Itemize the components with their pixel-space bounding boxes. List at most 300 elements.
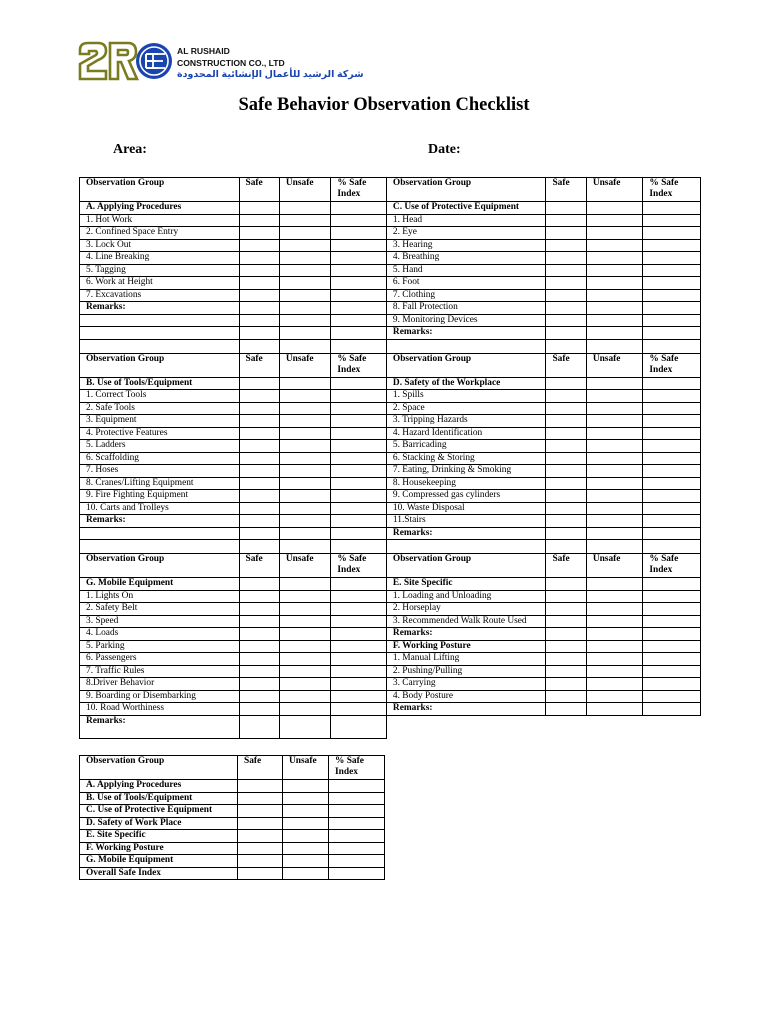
checklist-item-label: 5. Tagging <box>80 264 240 277</box>
summary-unsafe-cell[interactable] <box>283 855 329 868</box>
unsafe-count-cell[interactable] <box>279 640 330 653</box>
safe-count-cell[interactable] <box>239 615 279 628</box>
safe-index-cell[interactable] <box>643 264 701 277</box>
unsafe-count-cell[interactable] <box>279 440 330 453</box>
safe-index-cell[interactable] <box>643 214 701 227</box>
checklist-item-label: 4. Protective Features <box>80 427 240 440</box>
safe-count-cell[interactable] <box>546 202 586 215</box>
safe-count-cell[interactable] <box>546 302 586 315</box>
table-row <box>80 502 701 515</box>
safe-index-cell[interactable] <box>643 440 701 453</box>
unsafe-count-cell[interactable] <box>279 302 330 315</box>
unsafe-count-cell[interactable] <box>586 628 643 641</box>
safe-index-cell[interactable] <box>331 502 387 515</box>
safe-count-cell[interactable] <box>239 665 279 678</box>
checklist-item-label: 10. Waste Disposal <box>386 502 546 515</box>
unsafe-count-cell[interactable] <box>279 703 330 716</box>
safe-count-cell[interactable] <box>546 327 586 340</box>
section-title-B: B. Use of Tools/Equipment <box>80 377 240 390</box>
summary-safe-cell[interactable] <box>238 817 283 830</box>
summary-unsafe-cell[interactable] <box>283 792 329 805</box>
safe-count-cell[interactable] <box>239 390 279 403</box>
date-label: Date: <box>428 142 461 157</box>
safe-index-cell[interactable] <box>643 665 701 678</box>
checklist-item-label: 11.Stairs <box>386 515 546 528</box>
checklist-item-label: 1. Lights On <box>80 590 240 603</box>
safe-index-cell[interactable] <box>331 264 387 277</box>
safe-count-cell[interactable] <box>546 390 586 403</box>
safe-count-cell[interactable] <box>239 578 279 591</box>
safe-count-cell[interactable] <box>546 678 586 691</box>
safe-index-cell[interactable] <box>643 690 701 703</box>
summary-index-cell[interactable] <box>329 792 385 805</box>
header-safe: Safe <box>239 178 279 202</box>
summary-index-cell[interactable] <box>329 817 385 830</box>
unsafe-count-cell[interactable] <box>586 690 643 703</box>
unsafe-count-cell[interactable] <box>586 314 643 327</box>
safe-count-cell[interactable] <box>546 640 586 653</box>
safe-count-cell[interactable] <box>546 590 586 603</box>
unsafe-count-cell[interactable] <box>586 264 643 277</box>
company-name <box>177 45 364 81</box>
checklist-item-label: 3. Carrying <box>386 678 546 691</box>
safe-index-cell[interactable] <box>331 327 387 340</box>
remarks-label: Remarks: <box>80 515 240 528</box>
unsafe-count-cell[interactable] <box>586 377 643 390</box>
safe-count-cell[interactable] <box>546 427 586 440</box>
safe-index-cell[interactable] <box>643 289 701 302</box>
summary-row <box>80 855 385 868</box>
unsafe-count-cell[interactable] <box>586 640 643 653</box>
safe-count-cell[interactable] <box>546 227 586 240</box>
safe-index-cell[interactable] <box>643 515 701 528</box>
unsafe-count-cell[interactable] <box>279 615 330 628</box>
unsafe-count-cell[interactable] <box>586 440 643 453</box>
checklist-item-label: 5. Parking <box>80 640 240 653</box>
unsafe-count-cell[interactable] <box>279 678 330 691</box>
safe-count-cell[interactable] <box>546 665 586 678</box>
safe-count-cell[interactable] <box>546 415 586 428</box>
checklist-item-label: 6. Passengers <box>80 653 240 666</box>
unsafe-count-cell[interactable] <box>586 227 643 240</box>
safe-count-cell[interactable] <box>546 703 586 716</box>
checklist-item-label: 2. Safety Belt <box>80 603 240 616</box>
unsafe-count-cell[interactable] <box>586 615 643 628</box>
safe-count-cell[interactable] <box>239 477 279 490</box>
safe-index-cell[interactable] <box>643 578 701 591</box>
header-observation-group: Observation Group <box>386 178 546 202</box>
summary-row-label: C. Use of Protective Equipment <box>80 805 238 818</box>
safe-count-cell[interactable] <box>239 264 279 277</box>
summary-index-cell[interactable] <box>329 830 385 843</box>
summary-unsafe-cell[interactable] <box>283 867 329 880</box>
unsafe-count-cell[interactable] <box>586 578 643 591</box>
safe-count-cell[interactable] <box>239 690 279 703</box>
unsafe-count-cell[interactable] <box>279 578 330 591</box>
checklist-item-label: 6. Scaffolding <box>80 452 240 465</box>
unsafe-count-cell[interactable] <box>586 302 643 315</box>
unsafe-count-cell[interactable] <box>586 665 643 678</box>
safe-count-cell[interactable] <box>239 628 279 641</box>
safe-index-cell[interactable] <box>643 427 701 440</box>
safe-count-cell[interactable] <box>546 502 586 515</box>
safe-index-cell[interactable] <box>331 377 387 390</box>
unsafe-count-cell[interactable] <box>279 515 330 528</box>
safe-index-cell[interactable] <box>643 202 701 215</box>
safe-index-cell[interactable] <box>331 440 387 453</box>
safe-count-cell[interactable] <box>546 452 586 465</box>
unsafe-count-cell[interactable] <box>586 202 643 215</box>
safe-index-cell[interactable] <box>331 252 387 265</box>
unsafe-count-cell[interactable] <box>586 390 643 403</box>
safe-index-cell[interactable] <box>331 239 387 252</box>
unsafe-count-cell[interactable] <box>279 502 330 515</box>
safe-count-cell[interactable] <box>546 615 586 628</box>
safe-count-cell[interactable] <box>239 327 279 340</box>
summary-row-label: D. Safety of Work Place <box>80 817 238 830</box>
empty-cell <box>546 715 586 738</box>
safe-index-cell[interactable] <box>643 415 701 428</box>
safe-index-cell[interactable] <box>331 202 387 215</box>
header-unsafe: Unsafe <box>586 353 643 377</box>
unsafe-count-cell[interactable] <box>279 690 330 703</box>
checklist-item-label: 2. Safe Tools <box>80 402 240 415</box>
safe-index-cell[interactable] <box>643 390 701 403</box>
summary-index-cell[interactable] <box>329 780 385 793</box>
safe-count-cell[interactable] <box>546 440 586 453</box>
safe-count-cell[interactable] <box>239 440 279 453</box>
safe-count-cell[interactable] <box>239 277 279 290</box>
summary-unsafe-cell[interactable] <box>283 817 329 830</box>
safe-count-cell[interactable] <box>239 653 279 666</box>
unsafe-count-cell[interactable] <box>279 452 330 465</box>
safe-count-cell[interactable] <box>239 239 279 252</box>
summary-unsafe-cell[interactable] <box>283 830 329 843</box>
checklist-item-label: 3. Recommended Walk Route Used <box>386 615 546 628</box>
unsafe-count-cell[interactable] <box>586 590 643 603</box>
summary-row-label: G. Mobile Equipment <box>80 855 238 868</box>
summary-unsafe-cell[interactable] <box>283 842 329 855</box>
safe-count-cell[interactable] <box>239 527 279 540</box>
safe-count-cell[interactable] <box>239 603 279 616</box>
unsafe-count-cell[interactable] <box>586 477 643 490</box>
unsafe-count-cell[interactable] <box>279 252 330 265</box>
safe-index-cell[interactable] <box>331 703 387 716</box>
safe-count-cell[interactable] <box>239 452 279 465</box>
unsafe-count-cell[interactable] <box>586 327 643 340</box>
header-observation-group: Observation Group <box>80 756 238 780</box>
unsafe-count-cell[interactable] <box>279 390 330 403</box>
table-row <box>80 640 701 653</box>
safe-count-cell[interactable] <box>239 640 279 653</box>
safe-index-cell[interactable] <box>643 527 701 540</box>
summary-safe-cell[interactable] <box>238 830 283 843</box>
summary-header-row <box>80 756 385 780</box>
summary-safe-cell[interactable] <box>238 842 283 855</box>
safe-count-cell[interactable] <box>239 678 279 691</box>
safe-count-cell[interactable] <box>239 214 279 227</box>
company-name-line2: CONSTRUCTION CO., LTD <box>177 58 285 68</box>
unsafe-count-cell[interactable] <box>586 527 643 540</box>
spacer-cell <box>239 339 279 353</box>
section-spacer-row <box>80 339 701 353</box>
safe-count-cell[interactable] <box>546 628 586 641</box>
safe-count-cell[interactable] <box>546 527 586 540</box>
unsafe-count-cell[interactable] <box>279 653 330 666</box>
unsafe-count-cell[interactable] <box>279 277 330 290</box>
section-title-G: G. Mobile Equipment <box>80 578 240 591</box>
summary-index-cell[interactable] <box>329 855 385 868</box>
safe-count-cell[interactable] <box>239 715 279 738</box>
safe-count-cell[interactable] <box>239 289 279 302</box>
safe-index-cell[interactable] <box>331 277 387 290</box>
summary-unsafe-cell[interactable] <box>283 805 329 818</box>
unsafe-count-cell[interactable] <box>586 452 643 465</box>
safe-count-cell[interactable] <box>546 490 586 503</box>
safe-index-cell[interactable] <box>643 452 701 465</box>
safe-index-cell[interactable] <box>643 653 701 666</box>
safe-count-cell[interactable] <box>239 252 279 265</box>
header-observation-group: Observation Group <box>80 353 240 377</box>
unsafe-count-cell[interactable] <box>279 402 330 415</box>
summary-safe-cell[interactable] <box>238 780 283 793</box>
safe-index-cell[interactable] <box>331 214 387 227</box>
table-row <box>80 302 701 315</box>
safe-index-cell[interactable] <box>643 314 701 327</box>
unsafe-count-cell[interactable] <box>279 264 330 277</box>
safe-index-cell[interactable] <box>643 703 701 716</box>
safe-count-cell[interactable] <box>546 465 586 478</box>
unsafe-count-cell[interactable] <box>279 289 330 302</box>
table-row <box>80 465 701 478</box>
unsafe-count-cell[interactable] <box>586 515 643 528</box>
unsafe-count-cell[interactable] <box>279 590 330 603</box>
safe-count-cell[interactable] <box>239 314 279 327</box>
summary-row-label: A. Applying Procedures <box>80 780 238 793</box>
safe-index-cell[interactable] <box>643 239 701 252</box>
unsafe-count-cell[interactable] <box>586 415 643 428</box>
unsafe-count-cell[interactable] <box>586 502 643 515</box>
summary-index-cell[interactable] <box>329 867 385 880</box>
unsafe-count-cell[interactable] <box>586 289 643 302</box>
remarks-label: Remarks: <box>386 327 546 340</box>
safe-index-cell[interactable] <box>643 227 701 240</box>
section-spacer-row <box>80 540 701 554</box>
safe-count-cell[interactable] <box>546 690 586 703</box>
safe-count-cell[interactable] <box>546 214 586 227</box>
checklist-item-label: 9. Fire Fighting Equipment <box>80 490 240 503</box>
unsafe-count-cell[interactable] <box>279 465 330 478</box>
safe-index-cell[interactable] <box>643 252 701 265</box>
safe-count-cell[interactable] <box>239 703 279 716</box>
safe-index-cell[interactable] <box>643 327 701 340</box>
safe-index-cell[interactable] <box>643 402 701 415</box>
unsafe-count-cell[interactable] <box>586 252 643 265</box>
summary-safe-cell[interactable] <box>238 867 283 880</box>
safe-index-cell[interactable] <box>331 578 387 591</box>
safe-index-cell[interactable] <box>331 603 387 616</box>
safe-count-cell[interactable] <box>546 277 586 290</box>
table-row <box>80 327 701 340</box>
unsafe-count-cell[interactable] <box>279 202 330 215</box>
safe-index-cell[interactable] <box>331 615 387 628</box>
spacer-cell <box>279 540 330 554</box>
summary-index-cell[interactable] <box>329 805 385 818</box>
unsafe-count-cell[interactable] <box>279 239 330 252</box>
safe-index-cell[interactable] <box>643 490 701 503</box>
summary-index-cell[interactable] <box>329 842 385 855</box>
safe-index-cell[interactable] <box>643 465 701 478</box>
safe-index-cell[interactable] <box>331 465 387 478</box>
unsafe-count-cell[interactable] <box>279 377 330 390</box>
summary-row <box>80 780 385 793</box>
unsafe-count-cell[interactable] <box>586 490 643 503</box>
safe-index-cell[interactable] <box>331 302 387 315</box>
safe-count-cell[interactable] <box>546 252 586 265</box>
safe-index-cell[interactable] <box>331 515 387 528</box>
safe-index-cell[interactable] <box>331 314 387 327</box>
table-row <box>80 264 701 277</box>
safe-count-cell[interactable] <box>546 402 586 415</box>
unsafe-count-cell[interactable] <box>586 465 643 478</box>
safe-count-cell[interactable] <box>239 202 279 215</box>
summary-safe-cell[interactable] <box>238 855 283 868</box>
header-safe-index: % Safe Index <box>643 178 701 202</box>
safe-index-cell[interactable] <box>331 402 387 415</box>
unsafe-count-cell[interactable] <box>586 703 643 716</box>
unsafe-count-cell[interactable] <box>586 214 643 227</box>
checklist-item-label: 1. Correct Tools <box>80 390 240 403</box>
unsafe-count-cell[interactable] <box>279 628 330 641</box>
header-unsafe: Unsafe <box>586 178 643 202</box>
safe-count-cell[interactable] <box>546 653 586 666</box>
checklist-item-label: 4. Breathing <box>386 252 546 265</box>
safe-index-cell[interactable] <box>331 715 387 738</box>
safe-index-cell[interactable] <box>331 452 387 465</box>
safe-count-cell[interactable] <box>239 415 279 428</box>
safe-index-cell[interactable] <box>331 640 387 653</box>
summary-row <box>80 842 385 855</box>
unsafe-count-cell[interactable] <box>279 477 330 490</box>
safe-index-cell[interactable] <box>331 390 387 403</box>
safe-index-cell[interactable] <box>643 502 701 515</box>
safe-index-cell[interactable] <box>331 628 387 641</box>
safe-count-cell[interactable] <box>239 302 279 315</box>
table-row <box>80 227 701 240</box>
unsafe-count-cell[interactable] <box>279 527 330 540</box>
safe-count-cell[interactable] <box>546 264 586 277</box>
safe-index-cell[interactable] <box>331 653 387 666</box>
safe-count-cell[interactable] <box>239 402 279 415</box>
safe-index-cell[interactable] <box>643 628 701 641</box>
safe-index-cell[interactable] <box>331 427 387 440</box>
safe-count-cell[interactable] <box>239 590 279 603</box>
checklist-item-label: 7. Clothing <box>386 289 546 302</box>
header-safe-index: % Safe Index <box>331 554 387 578</box>
safe-count-cell[interactable] <box>239 427 279 440</box>
summary-safe-cell[interactable] <box>238 792 283 805</box>
safe-index-cell[interactable] <box>331 289 387 302</box>
safe-count-cell[interactable] <box>546 477 586 490</box>
header-observation-group: Observation Group <box>80 178 240 202</box>
summary-unsafe-cell[interactable] <box>283 780 329 793</box>
safe-count-cell[interactable] <box>546 578 586 591</box>
safe-count-cell[interactable] <box>239 515 279 528</box>
safe-index-cell[interactable] <box>331 690 387 703</box>
safe-index-cell[interactable] <box>643 603 701 616</box>
safe-index-cell[interactable] <box>643 277 701 290</box>
unsafe-count-cell[interactable] <box>586 402 643 415</box>
unsafe-count-cell[interactable] <box>586 653 643 666</box>
safe-count-cell[interactable] <box>546 314 586 327</box>
safe-index-cell[interactable] <box>331 590 387 603</box>
safe-index-cell[interactable] <box>643 302 701 315</box>
safe-count-cell[interactable] <box>546 239 586 252</box>
checklist-item-label: 8.Driver Behavior <box>80 678 240 691</box>
unsafe-count-cell[interactable] <box>279 603 330 616</box>
header-observation-group: Observation Group <box>386 554 546 578</box>
safe-count-cell[interactable] <box>239 502 279 515</box>
unsafe-count-cell[interactable] <box>279 427 330 440</box>
safe-count-cell[interactable] <box>239 490 279 503</box>
unsafe-count-cell[interactable] <box>279 415 330 428</box>
checklist-item-label: 2. Space <box>386 402 546 415</box>
unsafe-count-cell[interactable] <box>279 490 330 503</box>
safe-count-cell[interactable] <box>239 227 279 240</box>
safe-count-cell[interactable] <box>546 289 586 302</box>
safe-count-cell[interactable] <box>239 465 279 478</box>
safe-count-cell[interactable] <box>239 377 279 390</box>
safe-index-cell[interactable] <box>331 678 387 691</box>
safe-index-cell[interactable] <box>643 477 701 490</box>
checklist-item-label: 3. Hearing <box>386 239 546 252</box>
safe-index-cell[interactable] <box>643 615 701 628</box>
summary-row-label: F. Working Posture <box>80 842 238 855</box>
safe-index-cell[interactable] <box>643 590 701 603</box>
checklist-item-label: 8. Housekeeping <box>386 477 546 490</box>
unsafe-count-cell[interactable] <box>279 665 330 678</box>
safe-index-cell[interactable] <box>643 640 701 653</box>
unsafe-count-cell[interactable] <box>279 314 330 327</box>
safe-index-cell[interactable] <box>643 678 701 691</box>
checklist-item-label: 4. Line Breaking <box>80 252 240 265</box>
summary-row-label: E. Site Specific <box>80 830 238 843</box>
summary-safe-cell[interactable] <box>238 805 283 818</box>
safe-count-cell[interactable] <box>546 515 586 528</box>
table-row <box>80 202 701 215</box>
unsafe-count-cell[interactable] <box>586 427 643 440</box>
checklist-item-label: 2. Confined Space Entry <box>80 227 240 240</box>
unsafe-count-cell[interactable] <box>279 214 330 227</box>
unsafe-count-cell[interactable] <box>586 603 643 616</box>
unsafe-count-cell[interactable] <box>586 678 643 691</box>
safe-index-cell[interactable] <box>643 377 701 390</box>
safe-count-cell[interactable] <box>546 603 586 616</box>
safe-index-cell[interactable] <box>331 527 387 540</box>
unsafe-count-cell[interactable] <box>279 227 330 240</box>
safe-index-cell[interactable] <box>331 415 387 428</box>
unsafe-count-cell[interactable] <box>279 327 330 340</box>
unsafe-count-cell[interactable] <box>586 239 643 252</box>
header-observation-group: Observation Group <box>80 554 240 578</box>
safe-index-cell[interactable] <box>331 665 387 678</box>
safe-index-cell[interactable] <box>331 227 387 240</box>
unsafe-count-cell[interactable] <box>586 277 643 290</box>
unsafe-count-cell[interactable] <box>279 715 330 738</box>
safe-index-cell[interactable] <box>331 490 387 503</box>
safe-count-cell[interactable] <box>546 377 586 390</box>
safe-index-cell[interactable] <box>331 477 387 490</box>
